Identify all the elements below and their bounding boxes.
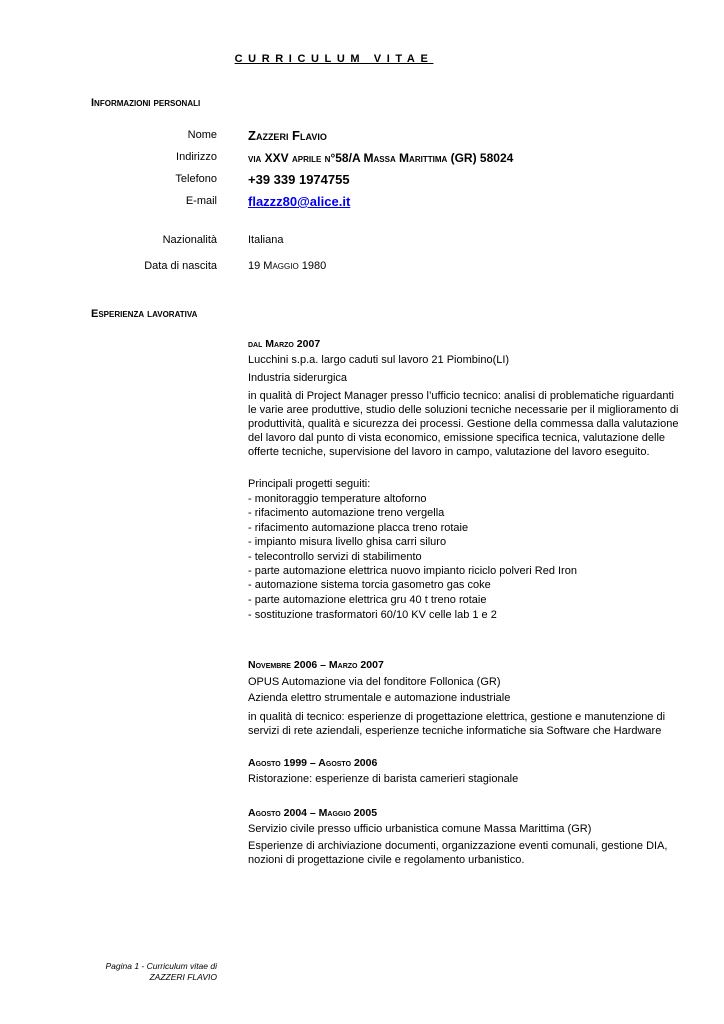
email-label: E-mail [185, 195, 217, 207]
email-link[interactable]: flazzz80@alice.it [248, 194, 351, 209]
list-item: - parte automazione elettrica gru 40 t treno rotaie [248, 593, 487, 606]
job-1-description: in qualità di Project Manager presso l’ufficio tecnico: analisi di problematiche riguardanti le varie aree produttive, studio delle soluzioni tecniche necessarie per il miglioramento di produttività, qualità e sicurezza dei processi. Gestione della commessa dalla valutazione del lavoro dal punto di vista economico, emissione specifica tecnica, valutazione delle offerte tecniche, supervisione del lavoro in campo, valutazione del lavoro eseguito. [248, 390, 679, 458]
document-title: CURRICULUM VITAE [234, 53, 434, 65]
list-item: - parte automazione elettrica nuovo impianto riciclo polveri Red Iron [248, 565, 577, 578]
job-4-description: Esperienze di archiviazione documenti, organizzazione eventi comunali, gestione DIA, nozioni di progettazione civile e regolamento urbanistico. [248, 840, 668, 866]
list-item: - rifacimento automazione treno vergella [248, 507, 445, 520]
job-1-date: dal Marzo 2007 [248, 338, 321, 350]
job-4-date: Agosto 2004 – Maggio 2005 [248, 807, 378, 819]
address-label: Indirizzo [176, 151, 217, 163]
birthdate-label: Data di nascita [144, 260, 217, 272]
nationality-label: Nazionalità [162, 234, 217, 246]
nationality-value: Italiana [248, 234, 284, 246]
job-3-employer: Ristorazione: esperienze di barista camerieri stagionale [248, 773, 519, 785]
phone-label: Telefono [175, 173, 217, 185]
name-label: Nome [187, 129, 217, 141]
job-1-employer: Lucchini s.p.a. largo caduti sul lavoro 21 Piombino(LI) [248, 354, 510, 366]
footer-line-2: ZAZZERI FLAVIO [149, 972, 217, 982]
list-item: - rifacimento automazione placca treno rotaie [248, 521, 469, 534]
list-item: - monitoraggio temperature altoforno [248, 493, 427, 505]
list-item: - automazione sistema torcia gasometro gas coke [248, 579, 491, 592]
personal-info-heading: Informazioni personali [91, 97, 201, 109]
job-2-description: in qualità di tecnico: esperienze di progettazione elettrica, gestione e manutenzione di servizi di rete aziendali, esperienze tecniche informatiche sia Software che Hardware [248, 711, 666, 737]
job-2-sector: Azienda elettro strumentale e automazione industriale [248, 692, 511, 704]
job-3-date: Agosto 1999 – Agosto 2006 [248, 757, 378, 769]
job-1-projects-list [248, 492, 577, 623]
list-item: - impianto misura livello ghisa carri siluro [248, 536, 447, 549]
phone-value: +39 339 1974755 [248, 172, 350, 187]
job-1-projects-title: Principali progetti seguiti: [248, 478, 371, 490]
list-item: - telecontrollo servizi di stabilimento [248, 550, 422, 563]
job-2-date: Novembre 2006 – Marzo 2007 [248, 659, 384, 671]
job-2-employer: OPUS Automazione via del fonditore Follonica (GR) [248, 676, 501, 688]
job-1-sector: Industria siderurgica [248, 372, 348, 384]
birthdate-value: 19 Maggio 1980 [248, 260, 327, 272]
name-value: Zazzeri Flavio [248, 128, 327, 143]
list-item: - sostituzione trasformatori 60/10 KV celle lab 1 e 2 [248, 609, 497, 622]
job-4-employer: Servizio civile presso ufficio urbanistica comune Massa Marittima (GR) [248, 823, 592, 835]
footer-line-1: Pagina 1 - Curriculum vitae di [105, 961, 217, 971]
address-value: via XXV aprile n°58/A Massa Marittima (GR) 58024 [248, 151, 514, 165]
page-footer [106, 961, 218, 983]
work-experience-heading: Esperienza lavorativa [91, 308, 198, 320]
